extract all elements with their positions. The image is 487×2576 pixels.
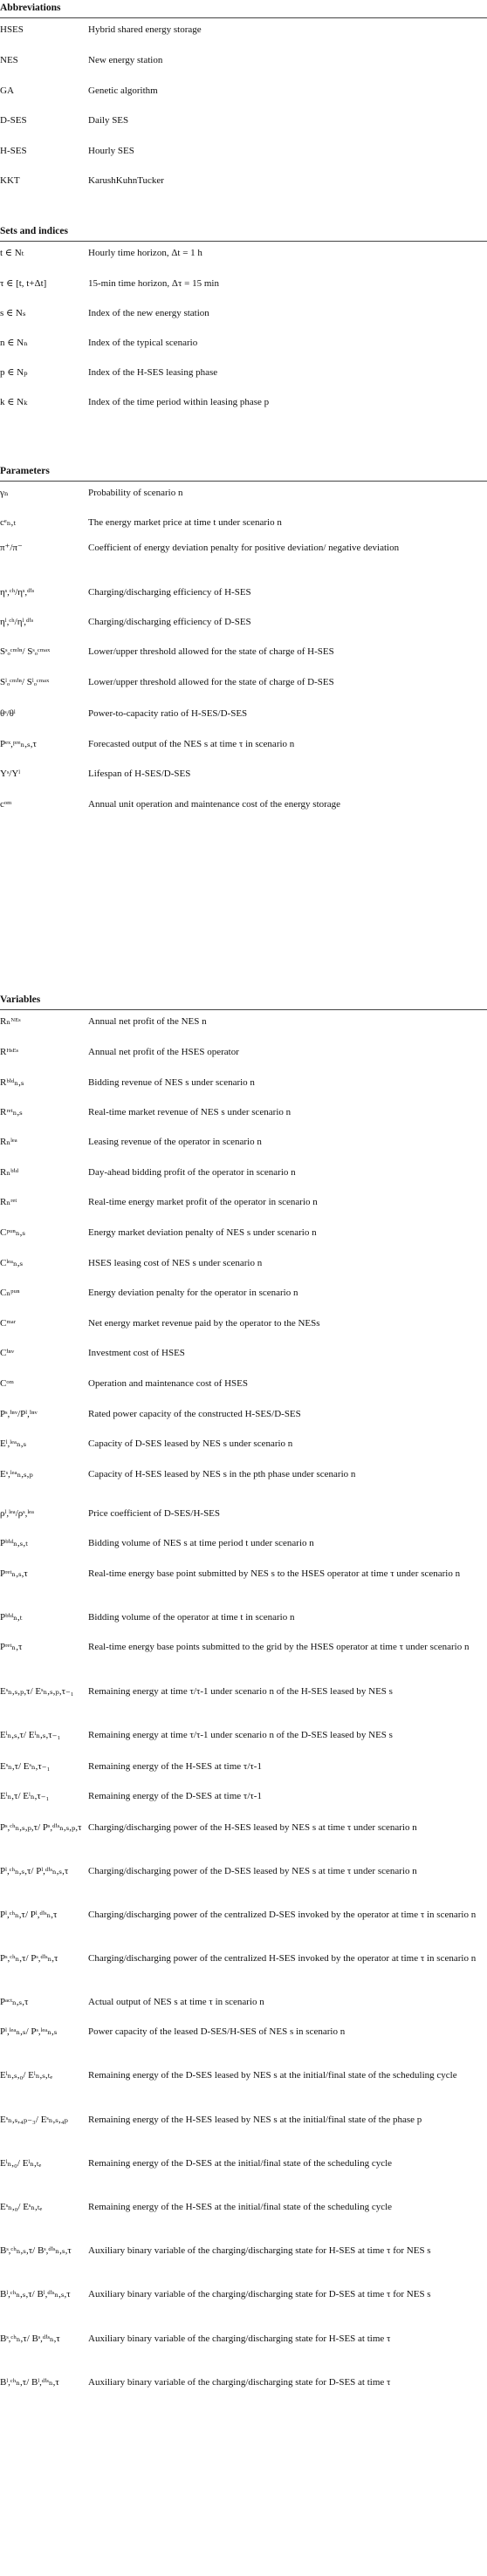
symbol-cell: Sˢₒᶜᵐⁱⁿ/ Sˢₒᶜᵐᵃˣ [0, 646, 51, 657]
description-cell: Lower/upper threshold allowed for the state of charge of D-SES [88, 677, 334, 687]
symbol-cell: Yˢ/Yˡ [0, 769, 21, 779]
symbol-cell: D-SES [0, 115, 27, 126]
description-cell: Annual net profit of the NES n [88, 1016, 207, 1027]
section-divider [0, 481, 487, 482]
symbol-cell: Eˡₙ,ₛ,₀/ Eˡₙ,ₛ,ₜₑ [0, 2070, 53, 2081]
symbol-cell: Rᵇⁱᵈₙ,ₛ [0, 1077, 24, 1088]
symbol-cell: p ∈ Nₚ [0, 367, 28, 378]
description-cell: Leasing revenue of the operator in scenario n [88, 1137, 262, 1147]
description-cell: Remaining energy of the H-SES at time τ/τ-1 [88, 1761, 262, 1772]
symbol-cell: Rₙˡᵉᵃ [0, 1137, 17, 1147]
description-cell: Remaining energy of the D-SES leased by NES s at the initial/final state of the scheduling cycle [88, 2070, 457, 2081]
description-cell: Remaining energy of the D-SES at the initial/final state of the scheduling cycle [88, 2158, 393, 2169]
description-cell: Index of the H-SES leasing phase [88, 367, 218, 378]
symbol-cell: k ∈ Nₖ [0, 397, 28, 407]
description-cell: Daily SES [88, 115, 129, 126]
description-cell: Remaining energy of the D-SES at time τ/τ-1 [88, 1791, 262, 1801]
description-cell: Charging/discharging power of the centralized D-SES invoked by the operator at time τ in scenario n [88, 1910, 477, 1920]
symbol-cell: Pᵇⁱᵈₙ,ₜ [0, 1612, 23, 1623]
symbol-cell: s ∈ Nₛ [0, 308, 26, 318]
description-cell: Auxiliary binary variable of the charging/discharging state for H-SES at time τ [88, 2333, 391, 2344]
description-cell: Power capacity of the leased D-SES/H-SES of NES s in scenario n [88, 2026, 346, 2037]
description-cell: Index of the new energy station [88, 308, 209, 318]
description-cell: Index of the typical scenario [88, 338, 198, 348]
description-cell: Index of the time period within leasing phase p [88, 397, 270, 407]
description-cell: Charging/discharging power of the H-SES leased by NES s at time τ under scenario n [88, 1822, 417, 1833]
symbol-cell: Rₙʳᵉᵗ [0, 1197, 17, 1207]
symbol-cell: Cⁱⁿᵛ [0, 1348, 15, 1358]
description-cell: Capacity of H-SES leased by NES s in the pth phase under scenario n [88, 1469, 356, 1479]
symbol-cell: Cₙᵖᵘⁿ [0, 1288, 20, 1298]
description-cell: Probability of scenario n [88, 488, 183, 498]
section-divider [0, 241, 487, 242]
symbol-cell: Eˢₙ,₀/ Eˢₙ,ₜₑ [0, 2202, 43, 2212]
description-cell: KarushKuhnTucker [88, 175, 164, 186]
description-cell: Actual output of NES s at time τ in scenario n [88, 1997, 264, 2007]
description-cell: Hourly SES [88, 146, 134, 156]
description-cell: Real-time market revenue of NES s under scenario n [88, 1107, 292, 1117]
section-title: Variables [0, 994, 41, 1005]
symbol-cell: Rₙᴺᴱˢ [0, 1016, 21, 1027]
symbol-cell: Bˢ,ᶜʰₙ,τ/ Bˢ,ᵈⁱˢₙ,τ [0, 2333, 60, 2344]
description-cell: Bidding volume of NES s at time period t under scenario n [88, 1538, 314, 1548]
description-cell: Real-time energy base point submitted by NES s to the HSES operator at time τ under scenario n [88, 1568, 461, 1579]
symbol-cell: Rᴴˢᴱˢ [0, 1047, 18, 1057]
section-title: Abbreviations [0, 3, 61, 13]
description-cell: Energy market deviation penalty of NES s under scenario n [88, 1227, 317, 1238]
symbol-cell: Eˢₙ,ₛ,ₚ,τ/ Eˢₙ,ₛ,ₚ,τ₋₁ [0, 1686, 74, 1697]
symbol-cell: HSES [0, 24, 24, 35]
description-cell: Bidding volume of the operator at time t in scenario n [88, 1612, 295, 1623]
description-cell: Operation and maintenance cost of HSES [88, 1378, 248, 1389]
symbol-cell: Pˡ,ˡᵉᵃₙ,ₛ/ Pˢ,ˡᵉᵃₙ,ₛ [0, 2026, 58, 2037]
symbol-cell: Eˡ,ˡᵉᵃₙ,ₛ [0, 1438, 27, 1449]
description-cell: Remaining energy at time τ/τ-1 under scenario n of the D-SES leased by NES s [88, 1730, 393, 1740]
section-divider [0, 1009, 487, 1010]
symbol-cell: Pᵉˣ,ᵖʳᵉₙ,ₛ,τ [0, 739, 37, 749]
description-cell: The energy market price at time t under scenario n [88, 517, 282, 528]
description-cell: Bidding revenue of NES s under scenario n [88, 1077, 255, 1088]
description-cell: Remaining energy of the H-SES at the initial/final state of the scheduling cycle [88, 2202, 393, 2212]
description-cell: Charging/discharging power of the D-SES leased by NES s at time τ under scenario n [88, 1866, 417, 1876]
symbol-cell: H-SES [0, 146, 27, 156]
symbol-cell: NES [0, 55, 18, 65]
symbol-cell: τ ∈ [t, t+Δt] [0, 278, 47, 289]
description-cell: Remaining energy of the H-SES leased by NES s at the initial/final state of the phase p [88, 2115, 422, 2125]
symbol-cell: Rʳᵉᵗₙ,ₛ [0, 1107, 23, 1117]
description-cell: Real-time energy market profit of the operator in scenario n [88, 1197, 318, 1207]
description-cell: New energy station [88, 55, 163, 65]
symbol-cell: γₙ [0, 488, 9, 498]
description-cell: Auxiliary binary variable of the charging/discharging state for D-SES at time τ [88, 2377, 391, 2388]
symbol-cell: Bˢ,ᶜʰₙ,ₛ,τ/ Bˢ,ᵈⁱˢₙ,ₛ,τ [0, 2245, 72, 2256]
symbol-cell: Pˢ,ⁱⁿᵛ/Pˡ,ⁱⁿᵛ [0, 1409, 38, 1419]
description-cell: Lower/upper threshold allowed for the state of charge of H-SES [88, 646, 334, 657]
symbol-cell: Pʳᵉᵗₙ,τ [0, 1642, 23, 1652]
symbol-cell: Eˡₙ,ₛ,τ/ Eˡₙ,ₛ,τ₋₁ [0, 1730, 61, 1740]
symbol-cell: Eˢ,ˡᵉᵃₙ,ₛ,ₚ [0, 1469, 33, 1479]
symbol-cell: cᵒᵐ [0, 799, 12, 810]
description-cell: Energy deviation penalty for the operator in scenario n [88, 1288, 298, 1298]
section-divider [0, 17, 487, 18]
symbol-cell: Cᵖᵘⁿₙ,ₛ [0, 1227, 26, 1238]
description-cell: 15-min time horizon, Δτ = 15 min [88, 278, 219, 289]
symbol-cell: n ∈ Nₙ [0, 338, 28, 348]
symbol-cell: Pˢ,ᶜʰₙ,ₛ,ₚ,τ/ Pˢ,ᵈⁱˢₙ,ₛ,ₚ,τ [0, 1822, 82, 1833]
description-cell: Rated power capacity of the constructed H-SES/D-SES [88, 1409, 301, 1419]
symbol-cell: Cˡᵉᵃₙ,ₛ [0, 1258, 24, 1268]
description-cell: Capacity of D-SES leased by NES s under scenario n [88, 1438, 293, 1449]
symbol-cell: Cᵐᵃʳ [0, 1318, 17, 1329]
description-cell: Day-ahead bidding profit of the operator in scenario n [88, 1167, 296, 1178]
symbol-cell: GA [0, 85, 14, 96]
description-cell: Lifespan of H-SES/D-SES [88, 769, 191, 779]
symbol-cell: cᵉₙ,ₜ [0, 517, 16, 528]
symbol-cell: θˢ/θˡ [0, 708, 16, 719]
description-cell: Hybrid shared energy storage [88, 24, 202, 35]
symbol-cell: Pᵇⁱᵈₙ,ₛ,ₜ [0, 1538, 28, 1548]
description-cell: Auxiliary binary variable of the charging/discharging state for H-SES at time τ for NES s [88, 2245, 431, 2256]
symbol-cell: Pᵃᶜᵗₙ,ₛ,τ [0, 1997, 29, 2007]
symbol-cell: t ∈ Nₜ [0, 248, 24, 258]
symbol-cell: ρˡ,ˡᵉᵃ/ρˢ,ˡᵉᵃ [0, 1508, 35, 1519]
description-cell: Charging/discharging power of the centralized H-SES invoked by the operator at time τ in scenario n [88, 1953, 477, 1964]
description-cell: Real-time energy base points submitted to the grid by the HSES operator at time τ under scenario n [88, 1642, 470, 1652]
symbol-cell: π⁺/π⁻ [0, 543, 23, 553]
description-cell: Auxiliary binary variable of the charging/discharging state for D-SES at time τ for NES s [88, 2289, 431, 2299]
description-cell: Genetic algorithm [88, 85, 158, 96]
symbol-cell: Cᵒᵐ [0, 1378, 14, 1389]
section-title: Parameters [0, 466, 50, 476]
description-cell: Charging/discharging efficiency of D-SES [88, 617, 251, 627]
description-cell: HSES leasing cost of NES s under scenario n [88, 1258, 263, 1268]
symbol-cell: Pˡ,ᶜʰₙ,ₛ,τ/ Pˡ,ᵈⁱˢₙ,ₛ,τ [0, 1866, 69, 1876]
symbol-cell: Rₙᵇⁱᵈ [0, 1167, 19, 1178]
symbol-cell: Bˡ,ᶜʰₙ,ₛ,τ/ Bˡ,ᵈⁱˢₙ,ₛ,τ [0, 2289, 71, 2299]
description-cell: Net energy market revenue paid by the operator to the NESs [88, 1318, 320, 1329]
symbol-cell: Bˡ,ᶜʰₙ,τ/ Bˡ,ᵈⁱˢₙ,τ [0, 2377, 59, 2388]
symbol-cell: ηˢ,ᶜʰ/ηˢ,ᵈⁱˢ [0, 587, 35, 598]
description-cell: Hourly time horizon, Δt = 1 h [88, 248, 202, 258]
symbol-cell: ηˡ,ᶜʰ/ηˡ,ᵈⁱˢ [0, 617, 34, 627]
description-cell: Remaining energy at time τ/τ-1 under scenario n of the H-SES leased by NES s [88, 1686, 393, 1697]
description-cell: Power-to-capacity ratio of H-SES/D-SES [88, 708, 248, 719]
description-cell: Investment cost of HSES [88, 1348, 185, 1358]
symbol-cell: Pˡ,ᶜʰₙ,τ/ Pˡ,ᵈⁱˢₙ,τ [0, 1910, 58, 1920]
symbol-cell: Pʳᵉᵗₙ,ₛ,τ [0, 1568, 28, 1579]
description-cell: Annual unit operation and maintenance cost of the energy storage [88, 799, 341, 810]
section-title: Sets and indices [0, 226, 68, 236]
symbol-cell: Pˢ,ᶜʰₙ,τ/ Pˢ,ᵈⁱˢₙ,τ [0, 1953, 58, 1964]
description-cell: Charging/discharging efficiency of H-SES [88, 587, 251, 598]
symbol-cell: KKT [0, 175, 20, 186]
symbol-cell: Eˡₙ,₀/ Eˡₙ,ₜₑ [0, 2158, 42, 2169]
symbol-cell: Eˡₙ,τ/ Eˡₙ,τ₋₁ [0, 1791, 50, 1801]
description-cell: Annual net profit of the HSES operator [88, 1047, 239, 1057]
description-cell: Price coefficient of D-SES/H-SES [88, 1508, 221, 1519]
description-cell: Forecasted output of the NES s at time τ in scenario n [88, 739, 295, 749]
symbol-cell: Eˢₙ,τ/ Eˢₙ,τ₋₁ [0, 1761, 51, 1772]
description-cell: Coefficient of energy deviation penalty for positive deviation/ negative deviation [88, 543, 400, 553]
symbol-cell: Eˢₙ,ₛ,₄ₚ₋₃/ Eˢₙ,ₛ,₄ₚ [0, 2115, 68, 2125]
symbol-cell: Sˡₒᶜᵐⁱⁿ/ Sˡₒᶜᵐᵃˣ [0, 677, 50, 687]
